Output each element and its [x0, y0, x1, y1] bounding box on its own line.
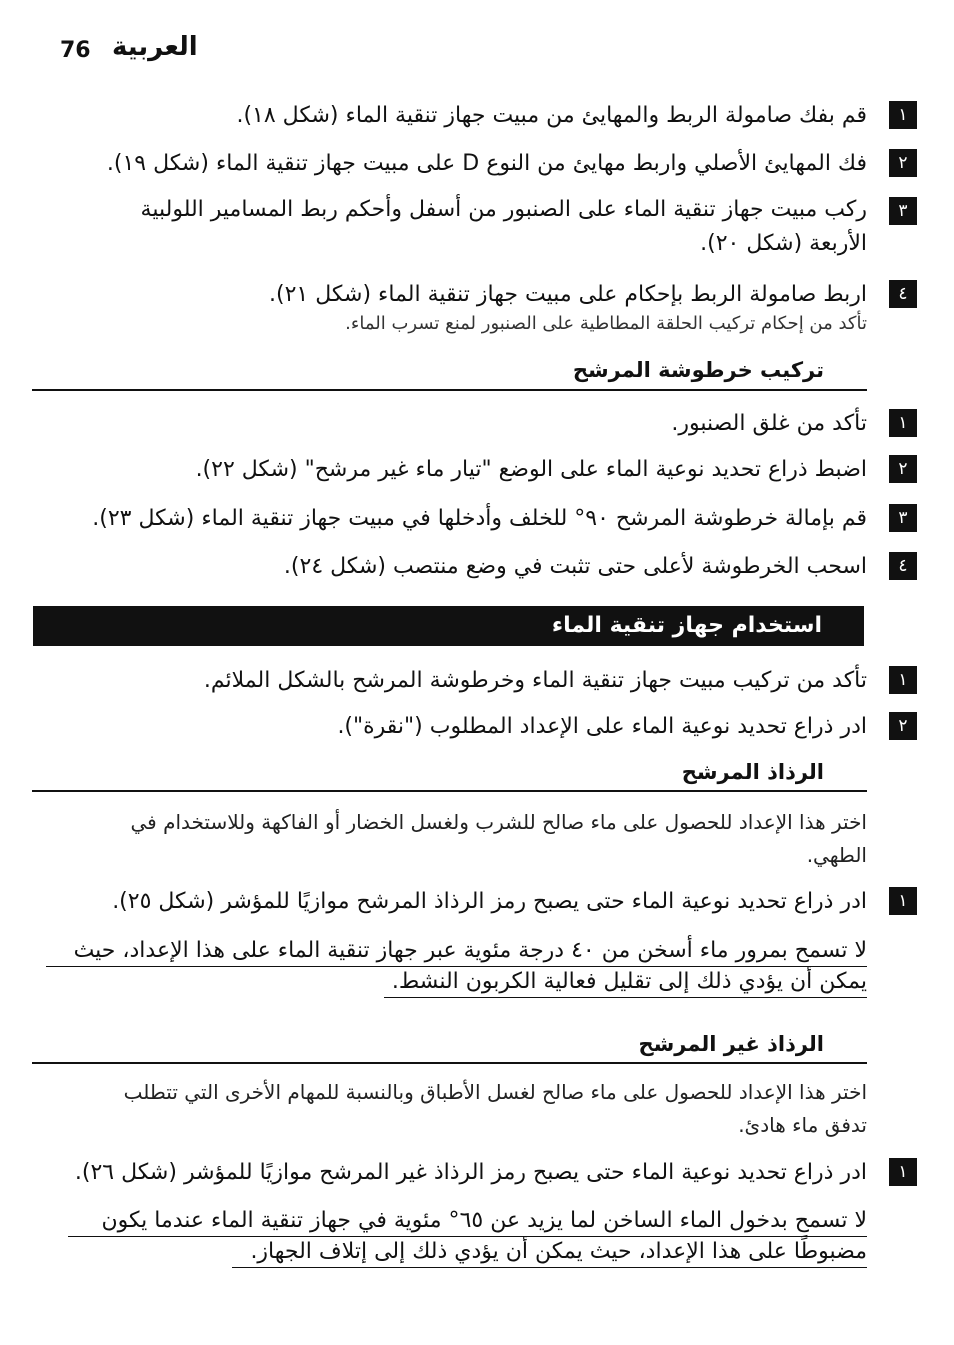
list-item	[30, 193, 908, 261]
section-divider	[32, 389, 867, 391]
step-number: ٢	[889, 455, 917, 483]
step-number: ٣	[889, 197, 917, 225]
step-number: ١	[889, 666, 917, 694]
step-text: تأكد من غلق الصنبور.	[671, 411, 867, 436]
step-text: تأكد من تركيب مبيت جهاز تنقية الماء وخرطوشة المرشح بالشكل الملائم.	[203, 668, 867, 693]
step-number: ٣	[889, 504, 917, 532]
step-number: ١	[889, 1158, 917, 1186]
section-divider	[32, 1062, 867, 1064]
warning-line-2: مضبوطًا على هذا الإعداد، حيث يمكن أن يؤدي ذلك إلى إتلاف الجهاز.	[232, 1237, 867, 1268]
step-text: اربط صامولة الربط بإحكام على مبيت جهاز تنقية الماء (شكل ٢١).	[269, 282, 867, 307]
step-text: قم بإمالة خرطوشة المرشح ٩٠° للخلف وأدخلها في مبيت جهاز تنقية الماء (شكل ٢٣).	[92, 506, 867, 531]
list-item	[30, 97, 908, 135]
step-text-line-2: الأربعة (شكل ٢٠).	[700, 231, 867, 256]
warning-line-1: لا تسمح بدخول الماء الساخن لما يزيد عن ٦٥° مئوية في جهاز تنقية الماء عندما يكون	[68, 1206, 867, 1237]
description-line-2: الطهي.	[806, 843, 867, 867]
section-description	[80, 806, 867, 872]
step-number: ٢	[889, 712, 917, 740]
step-number: ١	[889, 887, 917, 915]
description-line-1: اختر هذا الإعداد للحصول على ماء صالح للشرب ولغسل الخضار أو الفاكهة وللاستخدام في	[130, 810, 867, 834]
description-line-2: تدفق ماء هادئ.	[738, 1113, 867, 1137]
step-number: ١	[889, 101, 917, 129]
list-item	[30, 500, 908, 538]
section-heading: الرذاذ المرشح	[681, 760, 824, 784]
section-heading: تركيب خرطوشة المرشح	[572, 358, 824, 382]
language-title: العربية	[112, 32, 198, 62]
warning-block	[46, 936, 867, 998]
step-number: ٤	[889, 280, 917, 308]
list-item	[30, 1154, 908, 1192]
step-number: ٢	[889, 149, 917, 177]
list-item	[30, 145, 908, 183]
step-text: ادر ذراع تحديد نوعية الماء على الإعداد المطلوب ("نقرة").	[337, 714, 867, 739]
section-banner	[33, 606, 864, 646]
description-line-1: اختر هذا الإعداد للحصول على ماء صالح لغسل الأطباق وبالنسبة للمهام الأخرى التي تتطلب	[123, 1080, 867, 1104]
section-banner-title: استخدام جهاز تنقية الماء	[551, 613, 822, 638]
step-text-line-1: ركب مبيت جهاز تنقية الماء على الصنبور من أسفل وأحكم ربط المسامير اللولبية	[140, 197, 867, 222]
step-text: اسحب الخرطوشة لأعلى حتى تثبت في وضع منتصب (شكل ٢٤).	[283, 554, 867, 579]
list-item	[30, 662, 908, 700]
section-heading: الرذاذ غير المرشح	[638, 1032, 824, 1056]
step-number: ١	[889, 409, 917, 437]
step-number: ٤	[889, 552, 917, 580]
list-item	[30, 548, 908, 586]
section-divider	[32, 790, 867, 792]
list-item	[30, 883, 908, 921]
step-text: فك المهايئ الأصلي واربط مهايئ من النوع D على مبيت جهاز تنقية الماء (شكل ١٩).	[106, 151, 867, 176]
step-text: اضبط ذراع تحديد نوعية الماء على الوضع "تيار ماء غير مرشح" (شكل ٢٢).	[195, 457, 867, 482]
step-text: ادر ذراع تحديد نوعية الماء حتى يصبح رمز الرذاذ غير المرشح موازيًا للمؤشر (شكل ٢٦).	[74, 1160, 867, 1185]
section-description	[66, 1076, 867, 1142]
step-text: قم بفك صامولة الربط والمهايئ من مبيت جهاز تنقية الماء (شكل ١٨).	[236, 103, 867, 128]
note-text: تأكد من إحكام تركيب الحلقة المطاطية على الصنبور لمنع تسرب الماء.	[345, 313, 867, 334]
warning-line-1: لا تسمح بمرور ماء أسخن من ٤٠ درجة مئوية عبر جهاز تنقية الماء على هذا الإعداد، حيث	[46, 936, 867, 967]
warning-line-2: يمكن أن يؤدي ذلك إلى تقليل فعالية الكربون النشط.	[384, 967, 867, 998]
step-text: ادر ذراع تحديد نوعية الماء حتى يصبح رمز الرذاذ المرشح موازيًا للمؤشر (شكل ٢٥).	[112, 889, 867, 914]
list-item	[30, 405, 908, 443]
list-item	[30, 451, 908, 489]
warning-block	[68, 1206, 867, 1268]
page-number: 76	[60, 38, 91, 63]
list-item	[30, 708, 908, 746]
